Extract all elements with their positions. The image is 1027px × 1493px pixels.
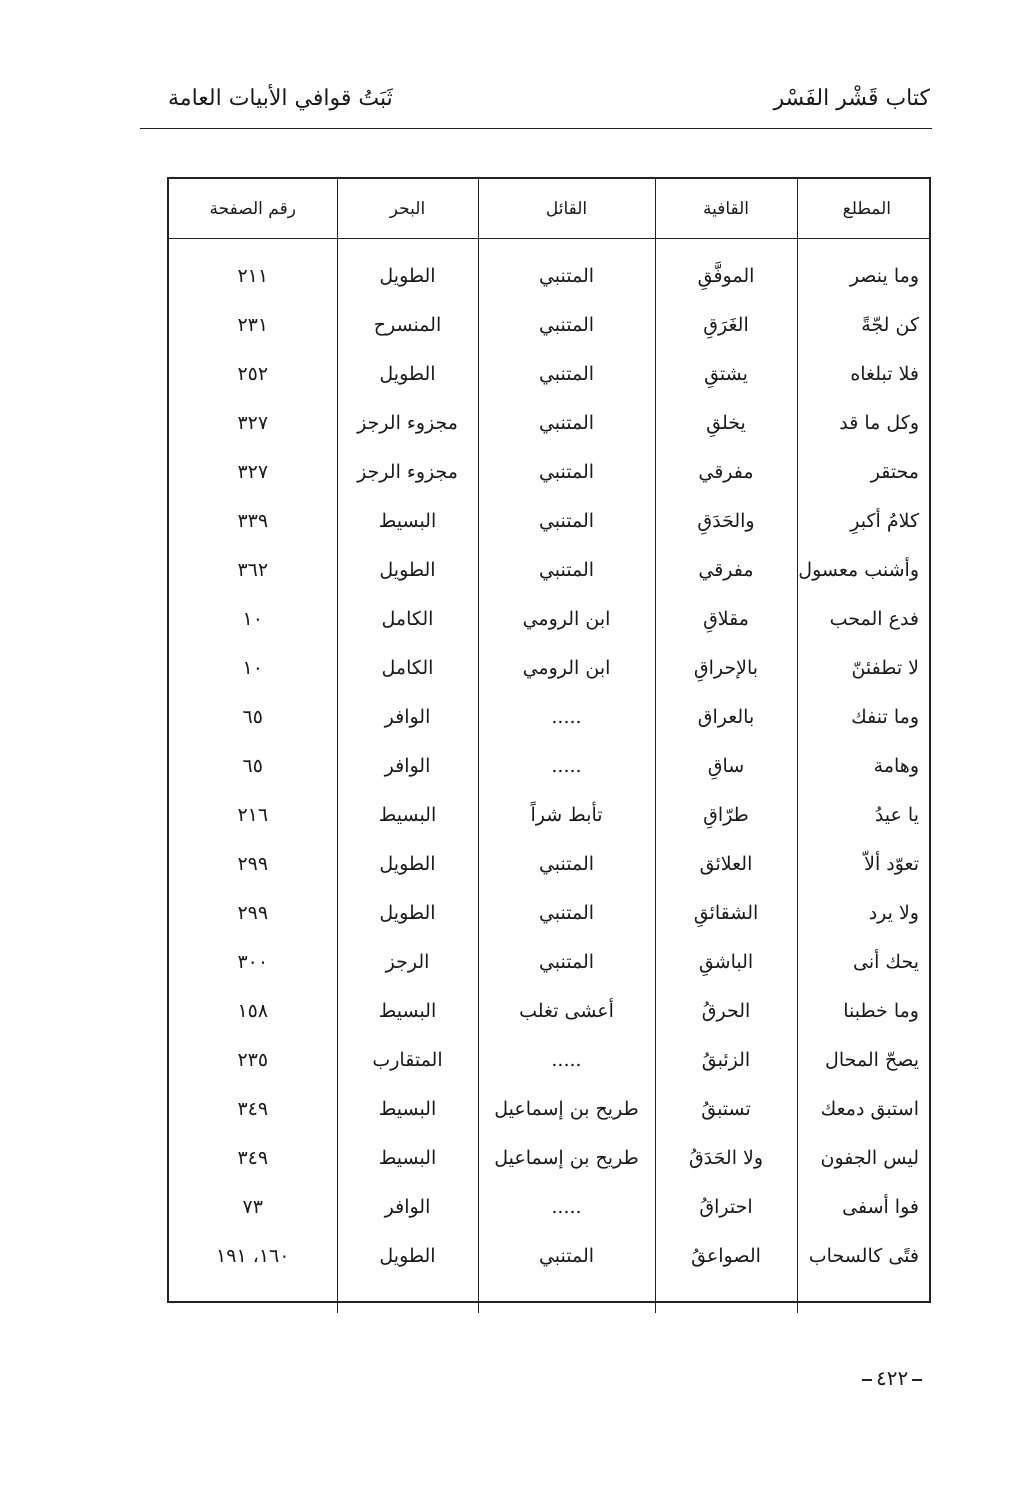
cell-poet: طريح بن إسماعيل bbox=[478, 1133, 655, 1182]
cell-rhyme: مفرقي bbox=[655, 545, 797, 594]
cell-opening: محتقر bbox=[797, 447, 929, 496]
cell-rhyme: الغَرَقِ bbox=[655, 300, 797, 349]
cell-page-number: ٢٣١ bbox=[237, 313, 269, 336]
cell-meter: مجزوء الرجز bbox=[337, 398, 478, 447]
cell-opening: فوا أسفى bbox=[797, 1182, 929, 1231]
table-row bbox=[169, 643, 929, 692]
cell-rhyme: ساقِ bbox=[655, 741, 797, 790]
column-header-meter: البحر bbox=[337, 179, 478, 239]
cell-opening: وكل ما قد bbox=[797, 398, 929, 447]
cell-opening: كن لجّةً bbox=[797, 300, 929, 349]
table-row bbox=[169, 398, 929, 447]
table-row bbox=[169, 1182, 929, 1231]
cell-opening: وما تنفك bbox=[797, 692, 929, 741]
cell-page-number: ٢٩٩ bbox=[237, 852, 269, 875]
table-row bbox=[169, 1035, 929, 1084]
rhymes-table-frame bbox=[167, 177, 931, 1303]
cell-meter: الطويل bbox=[337, 545, 478, 594]
cell-opening: يحك أنى bbox=[797, 937, 929, 986]
column-header-rhyme: القافية bbox=[655, 179, 797, 239]
cell-page-number: ٢٩٩ bbox=[237, 901, 269, 924]
cell-rhyme: الباشقِ bbox=[655, 937, 797, 986]
cell-rhyme: مقلاقِ bbox=[655, 594, 797, 643]
cell-meter: الطويل bbox=[337, 839, 478, 888]
cell-opening: فلا تبلغاه bbox=[797, 349, 929, 398]
cell-page-number: ٣٢٧ bbox=[237, 411, 269, 434]
cell-opening: تعوّد ألاّ bbox=[797, 839, 929, 888]
cell-meter: الوافر bbox=[337, 1182, 478, 1231]
cell-poet: المتنبي bbox=[478, 888, 655, 937]
table-row bbox=[169, 1133, 929, 1182]
cell-poet: ..... bbox=[478, 741, 655, 790]
table-row bbox=[169, 251, 929, 300]
cell-meter: البسيط bbox=[337, 986, 478, 1035]
cell-rhyme: مفرقي bbox=[655, 447, 797, 496]
cell-page-number: ٢١١ bbox=[237, 264, 269, 287]
cell-opening: فدع المحب bbox=[797, 594, 929, 643]
cell-page-number: ٣٦٢ bbox=[237, 558, 269, 581]
cell-rhyme: العلائق bbox=[655, 839, 797, 888]
cell-rhyme: احتراقُ bbox=[655, 1182, 797, 1231]
cell-opening: كلامُ أكبرِ bbox=[797, 496, 929, 545]
cell-poet: المتنبي bbox=[478, 447, 655, 496]
cell-poet: المتنبي bbox=[478, 545, 655, 594]
cell-page-number: ٢٥٢ bbox=[237, 362, 269, 385]
table-row bbox=[169, 741, 929, 790]
cell-rhyme: الزئبقُ bbox=[655, 1035, 797, 1084]
cell-page-number: ٣٤٩ bbox=[237, 1097, 269, 1120]
cell-opening: ليس الجفون bbox=[797, 1133, 929, 1182]
cell-poet: المتنبي bbox=[478, 839, 655, 888]
table-row bbox=[169, 986, 929, 1035]
cell-rhyme: تستبقُ bbox=[655, 1084, 797, 1133]
table-row bbox=[169, 790, 929, 839]
cell-rhyme: يشتقِ bbox=[655, 349, 797, 398]
table-row bbox=[169, 1084, 929, 1133]
table-row bbox=[169, 349, 929, 398]
book-title: كتاب قَشْر الفَسْر bbox=[773, 86, 930, 111]
cell-page-number: ١٠ bbox=[242, 656, 263, 679]
cell-page-number: ١٦٠، ١٩١ bbox=[216, 1244, 290, 1267]
table-row bbox=[169, 594, 929, 643]
cell-opening: استبق دمعك bbox=[797, 1084, 929, 1133]
rhymes-table bbox=[169, 179, 929, 1313]
cell-page-number: ٣٤٩ bbox=[237, 1146, 269, 1169]
cell-poet: ابن الرومي bbox=[478, 594, 655, 643]
running-header bbox=[140, 82, 932, 129]
cell-poet: ..... bbox=[478, 1035, 655, 1084]
cell-poet: المتنبي bbox=[478, 1231, 655, 1280]
cell-meter: مجزوء الرجز bbox=[337, 447, 478, 496]
cell-meter: البسيط bbox=[337, 790, 478, 839]
cell-rhyme: الحرقُ bbox=[655, 986, 797, 1035]
cell-poet: المتنبي bbox=[478, 937, 655, 986]
cell-meter: الطويل bbox=[337, 1231, 478, 1280]
cell-poet: ..... bbox=[478, 692, 655, 741]
page-number bbox=[858, 1366, 926, 1390]
table-row bbox=[169, 937, 929, 986]
cell-meter: الرجز bbox=[337, 937, 478, 986]
cell-opening: وأشنب معسول bbox=[797, 545, 929, 594]
cell-opening: لا تطفئنّ bbox=[797, 643, 929, 692]
cell-rhyme: الصواعقُ bbox=[655, 1231, 797, 1280]
cell-opening: وما ينصر bbox=[797, 251, 929, 300]
cell-rhyme: يخلقِ bbox=[655, 398, 797, 447]
cell-page-number: ٢١٦ bbox=[237, 803, 269, 826]
cell-page-number: ٣٢٧ bbox=[237, 460, 269, 483]
column-header-page-number: رقم الصفحة bbox=[169, 179, 337, 239]
cell-opening: وهامة bbox=[797, 741, 929, 790]
cell-poet: المتنبي bbox=[478, 349, 655, 398]
table-bottom-spacer bbox=[169, 1280, 929, 1313]
page-number-dash-left bbox=[862, 1379, 872, 1381]
cell-rhyme: الموفَّقِ bbox=[655, 251, 797, 300]
cell-meter: البسيط bbox=[337, 1133, 478, 1182]
cell-opening: فتًى كالسحاب bbox=[797, 1231, 929, 1280]
column-header-poet: القائل bbox=[478, 179, 655, 239]
cell-page-number: ٣٣٩ bbox=[237, 509, 269, 532]
cell-meter: الوافر bbox=[337, 741, 478, 790]
table-row bbox=[169, 692, 929, 741]
cell-page-number: ٧٣ bbox=[242, 1195, 263, 1218]
cell-rhyme: الشقائقِ bbox=[655, 888, 797, 937]
cell-opening: ولا يرد bbox=[797, 888, 929, 937]
cell-rhyme: طرّاقِ bbox=[655, 790, 797, 839]
cell-rhyme: بالعراق bbox=[655, 692, 797, 741]
cell-meter: الطويل bbox=[337, 251, 478, 300]
section-title: ثَبَتُ قوافي الأبيات العامة bbox=[168, 86, 393, 111]
cell-meter: البسيط bbox=[337, 496, 478, 545]
cell-page-number: ٣٠٠ bbox=[237, 950, 269, 973]
table-row bbox=[169, 888, 929, 937]
cell-poet: أعشى تغلب bbox=[478, 986, 655, 1035]
cell-meter: الطويل bbox=[337, 349, 478, 398]
page-number-value: ٤٢٢ bbox=[876, 1366, 909, 1390]
table-header-row bbox=[169, 179, 929, 239]
cell-rhyme: والحَدَقِ bbox=[655, 496, 797, 545]
cell-page-number: ١٠ bbox=[242, 607, 263, 630]
cell-meter: البسيط bbox=[337, 1084, 478, 1133]
column-header-opening: المطلع bbox=[797, 179, 929, 239]
cell-meter: الوافر bbox=[337, 692, 478, 741]
cell-page-number: ٢٣٥ bbox=[237, 1048, 269, 1071]
cell-page-number: ٦٥ bbox=[242, 705, 263, 728]
cell-opening: يصحّ المحال bbox=[797, 1035, 929, 1084]
table-row bbox=[169, 1231, 929, 1280]
cell-poet: المتنبي bbox=[478, 251, 655, 300]
page-number-dash-right bbox=[912, 1379, 922, 1381]
cell-poet: المتنبي bbox=[478, 300, 655, 349]
cell-opening: يا عيدُ bbox=[797, 790, 929, 839]
cell-poet: تأبط شراً bbox=[478, 790, 655, 839]
cell-rhyme: ولا الحَدَقُ bbox=[655, 1133, 797, 1182]
table-row bbox=[169, 545, 929, 594]
cell-poet: ابن الرومي bbox=[478, 643, 655, 692]
table-row bbox=[169, 300, 929, 349]
cell-meter: الطويل bbox=[337, 888, 478, 937]
cell-poet: المتنبي bbox=[478, 496, 655, 545]
cell-meter: المنسرح bbox=[337, 300, 478, 349]
table-row bbox=[169, 447, 929, 496]
cell-opening: وما خطبنا bbox=[797, 986, 929, 1035]
cell-rhyme: بالإحراقِ bbox=[655, 643, 797, 692]
table-row bbox=[169, 496, 929, 545]
cell-page-number: ١٥٨ bbox=[237, 999, 269, 1022]
cell-page-number: ٦٥ bbox=[242, 754, 263, 777]
cell-poet: المتنبي bbox=[478, 398, 655, 447]
cell-meter: الكامل bbox=[337, 594, 478, 643]
cell-meter: الكامل bbox=[337, 643, 478, 692]
table-row bbox=[169, 839, 929, 888]
cell-poet: طريح بن إسماعيل bbox=[478, 1084, 655, 1133]
cell-poet: ..... bbox=[478, 1182, 655, 1231]
cell-meter: المتقارب bbox=[337, 1035, 478, 1084]
table-top-spacer bbox=[169, 239, 929, 252]
